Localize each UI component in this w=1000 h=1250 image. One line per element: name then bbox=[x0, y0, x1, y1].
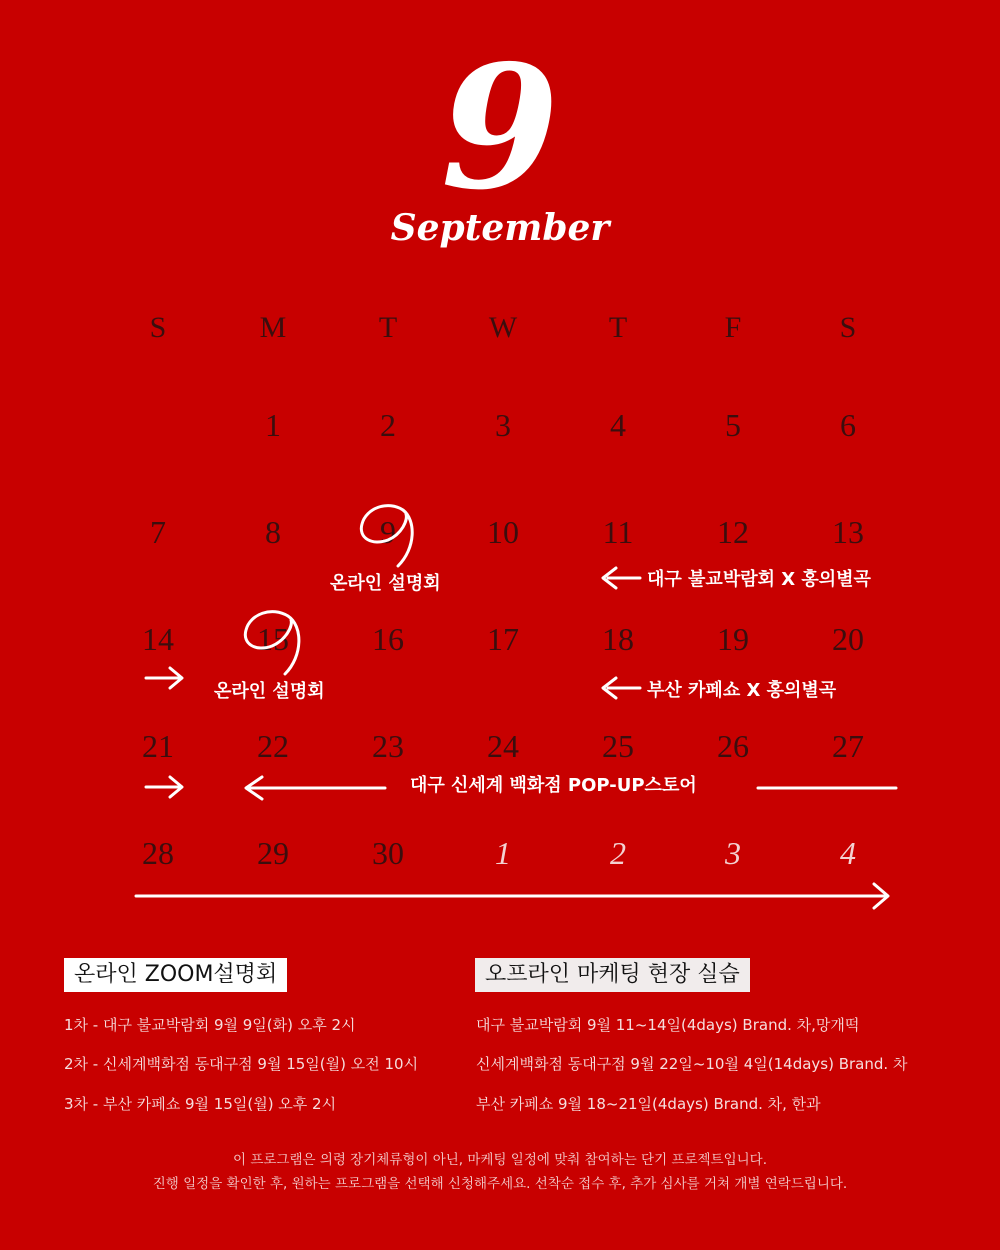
weekday-wed: W bbox=[488, 311, 518, 344]
arrow-right-icon bbox=[136, 884, 888, 908]
day-cell: 24 bbox=[487, 728, 519, 764]
day-cell-next-month: 2 bbox=[610, 835, 626, 871]
arrow-right-icon bbox=[146, 777, 182, 797]
day-cell: 8 bbox=[265, 514, 281, 550]
day-cell: 14 bbox=[142, 621, 174, 657]
weekday-tue: T bbox=[378, 311, 398, 344]
day-cell: 17 bbox=[487, 621, 519, 657]
weekday-sat: S bbox=[839, 311, 857, 344]
day-cell: 7 bbox=[150, 514, 166, 550]
day-cell: 19 bbox=[717, 621, 749, 657]
day-cell-highlighted: 15 bbox=[257, 621, 289, 657]
day-cell: 21 bbox=[142, 728, 174, 764]
day-cell: 6 bbox=[840, 407, 856, 443]
offline-schedule-item: 신세계백화점 동대구점 9월 22일~10월 4일(14days) Brand. 차 bbox=[476, 1055, 908, 1073]
day-cell: 12 bbox=[717, 514, 749, 550]
day-cell-next-month: 3 bbox=[725, 835, 741, 871]
day-cell: 27 bbox=[832, 728, 864, 764]
day-cell: 23 bbox=[372, 728, 404, 764]
day-cell: 26 bbox=[717, 728, 749, 764]
day-cell-highlighted: 9 bbox=[380, 514, 396, 550]
month-name: September bbox=[390, 207, 610, 249]
note-online-briefing-15: 온라인 설명회 bbox=[214, 681, 325, 702]
circle-mark-icon bbox=[245, 612, 299, 674]
footer-line-2: 진행 일정을 확인한 후, 원하는 프로그램을 선택해 신청해주세요. 선착순 접수 후, 추가 심사를 거쳐 개별 연락드립니다. bbox=[152, 1176, 848, 1192]
note-busan-cafe-show: 부산 카페쇼 X 홍의별곡 bbox=[647, 680, 837, 701]
note-daegu-buddhist-expo: 대구 불교박람회 X 홍의별곡 bbox=[647, 569, 871, 590]
arrow-left-icon bbox=[246, 777, 385, 799]
arrow-left-icon bbox=[603, 678, 640, 698]
arrow-right-icon bbox=[146, 668, 182, 688]
arrow-left-icon bbox=[603, 568, 640, 588]
offline-section-title: 오프라인 마케팅 현장 실습 bbox=[475, 958, 750, 992]
offline-schedule-item: 부산 카페쇼 9월 18~21일(4days) Brand. 차, 한과 bbox=[476, 1095, 821, 1113]
note-online-briefing-9: 온라인 설명회 bbox=[330, 573, 441, 594]
day-cell-next-month: 1 bbox=[495, 835, 511, 871]
day-cell: 22 bbox=[257, 728, 289, 764]
day-cell: 4 bbox=[610, 407, 626, 443]
day-cell: 18 bbox=[602, 621, 634, 657]
day-cell: 13 bbox=[832, 514, 864, 550]
online-schedule-item: 3차 - 부산 카페쇼 9월 15일(월) 오후 2시 bbox=[64, 1095, 337, 1113]
day-cell: 10 bbox=[487, 514, 519, 550]
day-cell: 28 bbox=[142, 835, 174, 871]
day-cell: 3 bbox=[495, 407, 511, 443]
online-schedule-item: 2차 - 신세계백화점 동대구점 9월 15일(월) 오전 10시 bbox=[64, 1055, 419, 1073]
day-cell: 25 bbox=[602, 728, 634, 764]
day-cell: 29 bbox=[257, 835, 289, 871]
weekday-fri: F bbox=[724, 311, 742, 344]
weekday-mon: M bbox=[259, 311, 287, 344]
day-cell: 16 bbox=[372, 621, 404, 657]
weekday-thu: T bbox=[608, 311, 628, 344]
day-cell: 11 bbox=[602, 514, 634, 550]
footer-line-1: 이 프로그램은 의령 장기체류형이 아닌, 마케팅 일정에 맞춰 참여하는 단기 프로젝트입니다. bbox=[232, 1152, 767, 1168]
month-number: 9 bbox=[440, 28, 560, 228]
day-cell: 5 bbox=[725, 407, 741, 443]
offline-schedule-item: 대구 불교박람회 9월 11~14일(4days) Brand. 차,망개떡 bbox=[476, 1016, 860, 1034]
online-schedule-item: 1차 - 대구 불교박람회 9월 9일(화) 오후 2시 bbox=[64, 1016, 356, 1034]
weekday-sun: S bbox=[149, 311, 167, 344]
day-cell: 30 bbox=[372, 835, 404, 871]
day-cell-next-month: 4 bbox=[840, 835, 856, 871]
day-cell: 2 bbox=[380, 407, 396, 443]
online-section-title: 온라인 ZOOM설명회 bbox=[64, 958, 287, 992]
note-shinsegae-popup: 대구 신세계 백화점 POP-UP스토어 bbox=[410, 775, 697, 796]
circle-mark-icon bbox=[361, 506, 412, 566]
day-cell: 1 bbox=[265, 407, 281, 443]
day-cell: 20 bbox=[832, 621, 864, 657]
